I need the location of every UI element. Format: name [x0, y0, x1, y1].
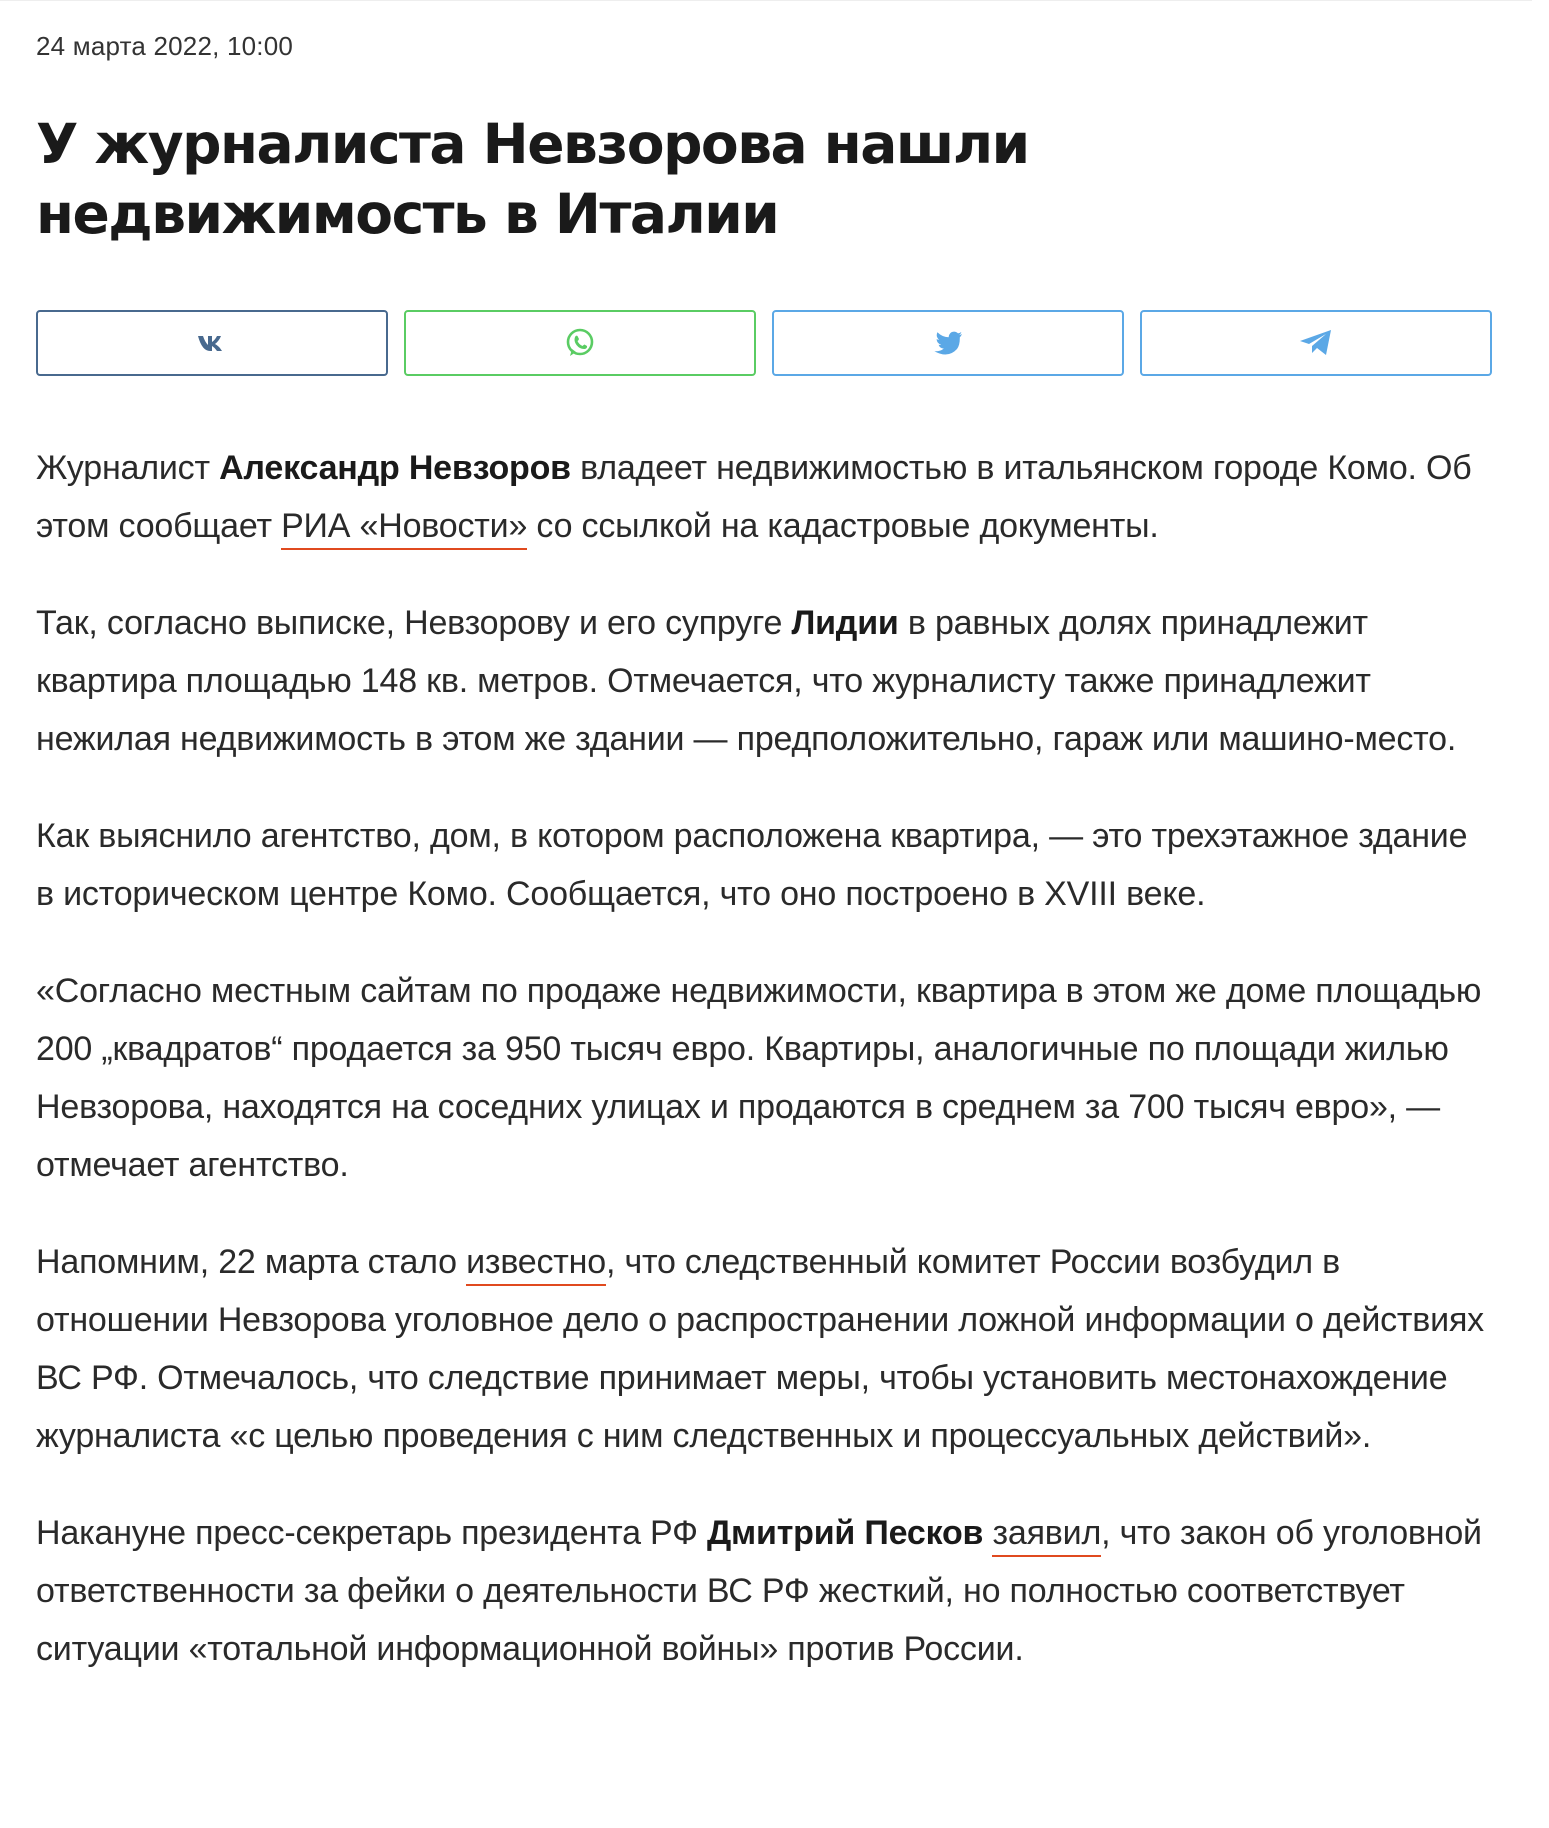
share-whatsapp-button[interactable]: [404, 310, 756, 376]
link-known[interactable]: известно: [466, 1243, 606, 1286]
paragraph-4: [36, 962, 1492, 1194]
vk-icon: [197, 334, 227, 352]
person-name: Дмитрий Песков: [707, 1514, 984, 1552]
paragraph-6: [36, 1504, 1492, 1678]
text: Напомним, 22 марта стало: [36, 1243, 467, 1281]
whatsapp-icon: [564, 327, 596, 359]
paragraph-2: [36, 594, 1492, 768]
text: со ссылкой на кадастровые документы.: [527, 507, 1159, 545]
publish-date: 24 марта 2022, 10:00: [36, 31, 294, 61]
link-stated[interactable]: заявил: [992, 1514, 1101, 1557]
text: владеет недвижимостью в итальянском городе Комо. Об этом сообщает: [36, 449, 1472, 545]
telegram-icon: [1299, 329, 1333, 357]
article-title: У журналиста Невзорова нашли недвижимость в Италии: [36, 112, 1029, 246]
text: Журналист: [36, 449, 220, 487]
text: «Согласно местным сайтам по продаже недвижимости, квартира в этом же доме площадью 200 „квадратов“ продается за 950 тысяч евро. Квартиры, аналогичные по площади жилью Невзорова, находятся на соседних улицах и продаются в среднем за 700 тысяч евро», — отмечает агентство.: [36, 972, 1482, 1184]
article-body: [36, 439, 1492, 1717]
paragraph-3: [36, 807, 1492, 923]
text: Как выяснило агентство, дом, в котором расположена квартира, — это трехэтажное здание в историческом центре Комо. Сообщается, что оно построено в XVIII веке.: [36, 817, 1468, 913]
person-name: Александр Невзоров: [219, 449, 571, 487]
text: в равных долях принадлежит квартира площадью 148 кв. метров. Отмечается, что журналисту также принадлежит нежилая недвижимость в этом же здании — предположительно, гараж или машино-место.: [36, 604, 1457, 758]
share-twitter-button[interactable]: [772, 310, 1124, 376]
text: , что следственный комитет России возбудил в отношении Невзорова уголовное дело о распространении ложной информации о действиях ВС РФ. Отмечалось, что следствие принимает меры, чтобы установить местонахождение журналиста «с целью проведения с ним следственных и процессуальных действий».: [36, 1243, 1484, 1455]
text: , что закон об уголовной ответственности за фейки о деятельности ВС РФ жесткий, но полностью соответствует ситуации «тотальной информационной войны» против России.: [36, 1514, 1482, 1668]
page-margin: [1532, 0, 1549, 1828]
source-link-ria[interactable]: РИА «Новости»: [281, 507, 527, 550]
share-telegram-button[interactable]: [1140, 310, 1492, 376]
twitter-icon: [933, 331, 963, 355]
share-bar: [36, 310, 1492, 378]
paragraph-5: [36, 1233, 1492, 1465]
share-vk-button[interactable]: [36, 310, 388, 376]
text: Так, согласно выписке, Невзорову и его супруге: [36, 604, 792, 642]
text: Накануне пресс-секретарь президента РФ: [36, 1514, 708, 1552]
paragraph-1: [36, 439, 1492, 555]
person-name: Лидии: [791, 604, 899, 642]
